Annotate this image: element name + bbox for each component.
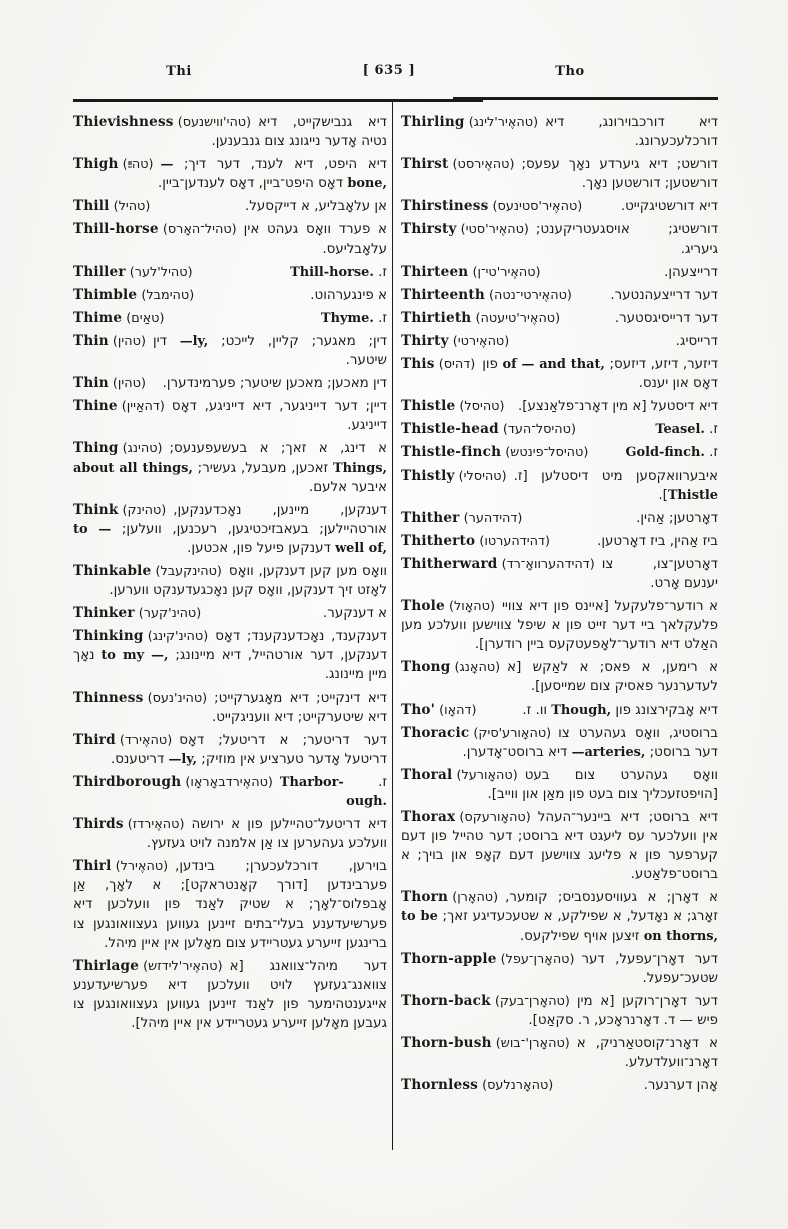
dictionary-entry [401,555,718,593]
entry-pronunciation: (טהיסל) [455,399,505,415]
dictionary-entry [401,467,718,505]
entry-headword: Thorn-back [401,992,491,1009]
entry-definition: ז. Thyme. [321,310,387,326]
embedded-english-lemma: Tharbor-ough. [279,774,387,809]
entry-pronunciation: (דהידהערטו) [475,533,550,549]
entry-pronunciation: (טהאָרנלעס) [478,1078,554,1094]
entry-definition: דער דרייצעהנטער. [610,287,718,303]
entry-headword: Thong [401,659,451,676]
embedded-english-lemma: Things, [333,460,387,476]
dictionary-entry [73,113,387,151]
entry-headword: Thirstiness [401,198,489,215]
entry-headword: Thin [73,375,109,392]
entry-headword-block [73,957,230,976]
entry-headword: Thirteen [401,263,469,280]
dictionary-entry [401,286,718,305]
dictionary-entry [401,808,718,884]
entry-headword: Thirsty [401,221,457,238]
dictionary-entry [73,731,387,769]
dictionary-entry [73,220,387,258]
embedded-english-lemma: —arteries, [571,744,646,760]
dictionary-entry [73,627,387,684]
entry-definition: וואָס מען קען דענקען, וואָס לאָזט זיך דענקען, וואָס קען נאָכגעדענקט ווערען. [109,563,387,599]
dictionary-entry [401,220,718,258]
entry-headword: Thirty [401,332,449,349]
entry-headword-block [73,263,200,282]
entry-headword: Thirtieth [401,309,472,326]
entry-headword-block [401,286,579,305]
entry-definition: ז. Teasel. [655,422,718,438]
entry-pronunciation: (טהאָרן־עפל) [496,951,575,967]
entry-pronunciation: (טהאֶירד) [115,732,173,748]
entry-pronunciation: (טהאֶיר'טי־ן) [468,264,541,280]
entry-definition: א פינגערהוט. [310,287,387,303]
entry-definition: דער מיהל־צוואנג [א צוואנג־געזעץ לויט וועלכען דיא פערשיעדענע אייגענטהימער פון לאַנד זיינען געווען געצוואונגען צו געבען מאָלען זייערע געטריידע אין איין מיהל]. [73,958,387,1032]
embedded-english-lemma: to be on thorns, [401,909,718,944]
entry-headword-block [401,1076,560,1095]
embedded-english-lemma: Thistle [667,487,718,503]
entry-pronunciation: (טהינקעבל) [151,563,222,579]
dictionary-entry [401,420,718,439]
entry-definition: דער דאָרן־עפעל, דער שטעכ־עפעל. [581,951,718,986]
entry-headword-block [73,113,258,132]
entry-headword-block [401,1034,577,1053]
entry-headword: Thine [73,398,118,415]
dictionary-entry [401,597,718,654]
entry-headword: Third [73,731,116,748]
entry-pronunciation: (טהיסלי) [454,468,507,484]
entry-definition: דיא היפט, דיא לענד, דער דיך; —bone, דאָס היפט־ביין, דאָס לענדען־ביין. [157,157,387,192]
entry-headword-block [73,197,157,216]
entry-definition: א רימען, א פאס; א לאַקש [א לעדערנער פאסיק צום שמייסען]. [507,660,718,695]
entry-pronunciation: (טהימבל) [137,287,195,303]
entry-headword-block [401,197,589,216]
dictionary-entry [73,332,387,370]
entry-headword-block [401,724,558,743]
dictionary-entry [73,773,387,811]
dictionary-entry [401,309,718,328]
entry-definition: דורשט; דיא גיערדע נאָך עפעס; דורשטען; דורשטען נאָך. [521,157,718,192]
entry-pronunciation: (טהינ'נעס) [143,690,208,706]
running-head-left: Thi [166,64,192,79]
entry-pronunciation: (דהאָו) [435,702,477,718]
entry-headword: Tho' [401,701,436,718]
entry-definition: ביז אַהין, ביז דאָרטען. [597,533,718,549]
embedded-english-lemma: Thill-horse. [290,264,374,280]
entry-headword-block [73,439,170,458]
entry-headword: Thin [73,332,109,349]
dictionary-entry [401,197,718,216]
entry-definition: דענקענד, נאָכדענקענד; דאָס דענקען, דער אורטהייל, דיא מיינונג; to my —, נאָך מיין מיינונג. [73,629,387,683]
entry-pronunciation: (טהינק) [118,502,167,518]
entry-pronunciation: (טהאָרן'־בוש) [491,1036,570,1052]
dictionary-entry [73,815,387,853]
entry-headword-block [401,701,483,720]
entry-pronunciation: (טהאֶירדז) [123,817,185,833]
entry-definition: ז. Thill-horse. [290,264,387,280]
embedded-english-lemma: about all things, [73,460,193,476]
dictionary-entry [401,701,718,720]
entry-pronunciation: (טהאֶירל) [111,859,169,875]
entry-pronunciation: (טהי'ווישנעס) [173,115,252,130]
entry-pronunciation: (טהאָורע'סיק) [469,725,552,741]
header-rule-left-segment [73,99,483,102]
entry-headword-block [401,532,557,551]
entry-definition: דיא דריטעל־טהיילען פון א ירושה וועלכע געהערען צו אַן אלמנה לויט געזעץ. [146,817,387,852]
dictionary-entry [73,439,387,496]
dictionary-entry [73,286,387,305]
entry-definition: א דינג, א זאך; א בעשעפענעס; Things, זאכען, מעבעל, געשיר; about all things, איבער אלעם. [73,441,387,495]
embedded-english-lemma: Teasel. [655,422,705,438]
entry-headword-block [401,555,602,574]
entry-headword-block [401,309,567,328]
entry-headword: Thill-horse [73,221,159,238]
entry-headword-block [401,397,511,416]
entry-headword-block [401,509,529,528]
entry-headword-block [73,604,208,623]
entry-definition: דיא אָבקירצונג פון Though, וו. ז. [522,702,718,718]
entry-headword-block [73,220,244,239]
entry-headword-block [401,658,507,677]
dictionary-entry [73,501,387,558]
embedded-english-lemma: Gold-finch. [625,445,705,461]
entry-pronunciation: (טהיסל־פינטש) [501,445,589,461]
entry-headword: Thirst [401,156,449,173]
entry-pronunciation: (טהאָורעל) [452,767,518,783]
dictionary-entry [73,957,387,1033]
entry-definition: דיא דורשטיגקייט. [620,199,718,215]
left-column [73,113,387,1037]
entry-headword: This [401,356,435,373]
page-number: [ 635 ] [362,63,416,78]
entry-definition: ז. Gold-finch. [625,445,718,461]
entry-pronunciation: (טהיסל־העד) [498,422,576,438]
entry-headword-block [73,309,171,328]
entry-headword-block [73,627,215,646]
right-column [401,113,718,1099]
entry-headword: Thill [73,198,110,215]
entry-definition: דין מאכען; מאכען שיטער; פערמינדערן. [162,376,387,392]
entry-headword-block [401,766,525,785]
entry-definition: א רודער־פלעקעל [איינס פון דיא צוויי פלעקלאך ביי דער זייט פון א שיפל צווישען וועלכע מען האַלט דיא רודער־לאָפעטקעס ביין רודערן]. [401,599,718,653]
entry-headword: Thinkable [73,562,152,579]
dictionary-entry [73,155,387,193]
entry-pronunciation: (טהאֶירדבאָראָו) [181,774,273,790]
entry-definition: א דענקער. [323,606,387,622]
entry-pronunciation: (טהינ'קער) [134,606,202,622]
dictionary-entry [401,397,718,416]
dictionary-entry [401,263,718,282]
entry-definition: דאָרטען; אַהין. [636,510,718,526]
entry-definition: דער דאָרן־רוקען [א מין פיש — ד. דאָרנראָכע, ר. סקאַט]. [528,993,718,1028]
entry-headword: Thinking [73,628,144,645]
entry-definition: דאָרטען־צו, צו יענעם אָרט. [601,556,718,591]
entry-definition: דיא דיסטעל [א מין דאָרנ־פלאַנצע]. [518,399,718,415]
entry-headword: Thirling [401,114,465,130]
entry-pronunciation: (טהאֶיר'לינג) [464,115,539,130]
entry-headword: Thiller [73,263,126,280]
dictionary-entry [401,355,718,393]
entry-definition: דיזער, דיזע, דיזעס; of — and that, פון דאָס און יענס. [482,357,719,392]
dictionary-entry [73,197,387,216]
dictionary-entry [401,113,718,151]
entry-headword: Thoral [401,766,453,783]
entry-headword-block [401,597,502,616]
column-divider-rule [392,100,393,1150]
entry-pronunciation: (דהידהער) [459,510,523,526]
entry-pronunciation: (דהידהערוואָ־רד) [497,556,595,572]
embedded-english-lemma: Thyme. [321,310,374,326]
entry-pronunciation: (טהאָרן) [448,890,499,906]
entry-headword: Thorn-apple [401,950,497,967]
entry-pronunciation: (טהאֶיר'סטינעס) [488,199,583,215]
entry-definition: וואָס געהערט צום בעט [הויפטזעכליך צום בעט פון מאַן און ווייב]. [487,767,718,802]
entry-definition: בוירען, דורכלעכערן; בינדען, פערבינדען [דורך קאָנטראקט]; א לאָך, אַן אָבפלוס־לאָך; א שטיק לאַנד פון וועלכען דיא פערשיעדענע בעלי־בתים זיינען געווען געצוואונגען צו ברינגען זייערע געטריידע צום מאָלען אין איין מיהל. [73,859,387,951]
running-head-right: Tho [555,64,585,79]
entry-headword: Thistle [401,398,456,415]
entry-pronunciation: (טהאֶיר'לידזש) [139,958,223,974]
entry-headword: Think [73,501,119,518]
entry-headword-block [73,562,229,581]
dictionary-entry [401,532,718,551]
entry-definition: א דאָרנ־קוסטאַרניק, א דאָרנ־וועלדעלע. [576,1036,718,1071]
entry-definition: איבערוואקסען מיט דיסטלען [ז. Thistle]. [513,468,718,503]
entry-headword: Thigh [73,156,119,173]
entry-headword-block [401,950,581,969]
entry-headword-block [401,888,505,907]
entry-pronunciation: (טהאָרן־בעק) [490,993,570,1009]
entry-headword-block [73,731,179,750]
entry-definition: דיא דינקייט; דיא מאָגערקייט; דיא שיטערקייט; דיא וועניגקייט. [211,690,387,725]
entry-headword-block [73,501,173,520]
entry-headword: Thole [401,598,445,615]
entry-definition: אן עלאָבליע, א דייקסעל. [245,199,387,215]
entry-headword: Thorax [401,809,456,825]
dictionary-entry [401,888,718,945]
entry-headword-block [73,155,161,174]
dictionary-entry [401,332,718,351]
embedded-english-lemma: —ly, [168,751,198,767]
dictionary-entry [73,374,387,393]
entry-headword: Thistly [401,467,455,484]
embedded-english-lemma: to my —, [101,648,169,664]
entry-headword-block [73,286,201,305]
entry-definition: דין; מאגער; קליין, לייכט; —ly, דין שיטער. [152,333,387,369]
entry-definition: א פערד וואָס געהט אין עלאָבליעס. [243,222,387,257]
entry-pronunciation: (טהאָול) [444,599,495,615]
dictionary-entry [401,766,718,804]
entry-definition: דיין; דער דייניגער, דיא דייניגע, דאָס דייניגע. [171,399,387,434]
entry-pronunciation: (טהין) [108,333,146,349]
entry-headword-block [401,808,538,827]
entry-headword-block [401,355,482,374]
entry-definition: ברוסטיג, וואָס געהערט צו דער ברוסט; —arteries, דיא ברוסט־אָדערן. [462,725,718,760]
entry-pronunciation: (טהאָורעקס) [455,810,531,825]
entry-headword-block [401,263,548,282]
dictionary-entry [401,1076,718,1095]
entry-pronunciation: (טאַים) [122,310,165,326]
entry-headword-block [401,992,577,1011]
dictionary-entry [73,562,387,600]
entry-headword: Thirl [73,858,112,875]
entry-headword: Thing [73,440,119,457]
entry-headword-block [73,397,172,416]
dictionary-entry [401,509,718,528]
entry-headword: Thistle-finch [401,444,502,461]
entry-pronunciation: (דהאַיין) [117,399,165,415]
embedded-english-lemma: —bone, [160,157,387,192]
entry-pronunciation: (טהין) [108,376,146,392]
entry-definition: דער דרייסיגסטער. [614,310,718,326]
entry-definition: דרייצעהן. [664,264,718,280]
entry-definition: דיא גנבישקייט, דיא נטיה אָדער נייגונג צום גנבענען. [211,115,387,150]
entry-headword-block [73,689,214,708]
entry-headword-block [401,332,516,351]
embedded-english-lemma: to — well of, [73,521,387,556]
entry-pronunciation: (טהײַ) [118,157,154,173]
entry-headword-block [401,113,545,132]
entry-pronunciation: (טהיל־האָרס) [158,222,237,238]
entry-pronunciation: (טהיל) [109,199,151,215]
entry-headword: Thirds [73,816,124,833]
entry-definition: א דאָרן; א געוויסענסביס; קומער, זאָרג; א נאָדעל, א שפילקע, א שטעכעדיגע זאך; to be on thorns, זיצען אויף שפילקעס. [401,890,718,944]
entry-headword-block [401,155,521,174]
entry-pronunciation: (טהיל'לער) [125,264,193,280]
entry-headword-block [73,815,191,834]
entry-headword: Thirteenth [401,286,485,303]
dictionary-entry [73,309,387,328]
entry-headword: Thievishness [73,114,174,130]
entry-definition: ז. Tharbor-ough. [279,774,387,809]
entry-headword: Thimble [73,286,138,303]
entry-pronunciation: (טהינ'קינג) [143,629,209,645]
dictionary-entry [401,992,718,1030]
dictionary-entry [401,658,718,696]
entry-headword-block [73,773,280,792]
entry-definition: אָהן דערנער. [643,1078,718,1094]
entry-headword-block [73,857,175,876]
entry-headword: Thirdborough [73,773,182,790]
entry-headword: Thoracic [401,724,470,741]
entry-headword-block [401,420,583,439]
entry-definition: דיא דורכבוירונג, דיא דורכלעכערונג. [545,115,718,150]
dictionary-entry [401,724,718,762]
entry-headword: Thitherward [401,555,498,572]
entry-pronunciation: (טהינג) [118,441,163,457]
entry-headword-block [401,220,536,239]
entry-headword: Thinker [73,605,135,622]
entry-headword: Thime [73,309,123,326]
entry-pronunciation: (טהאֶירטי) [448,333,510,349]
dictionary-entry [401,950,718,988]
dictionary-entry [401,155,718,193]
dictionary-entry [73,397,387,435]
entry-headword: Thorn-bush [401,1035,492,1052]
entry-headword-block [73,374,153,393]
entry-definition: דענקען, מיינען, נאָכדענקען, אורטהיילען; בעאבזיכטיגען, רעכנען, וועלען; to — well of, דענקען פיעל פון, אכטען. [73,502,387,556]
entry-definition: דורשטיג; אויסגעטריקענט; גיעריג. [535,222,718,257]
entry-pronunciation: (טהאֶירטי־נטה) [484,287,572,303]
embedded-english-lemma: —ly, [179,333,209,349]
entry-headword: Thorn [401,889,449,906]
entry-definition: דרייסיג. [675,333,718,349]
entry-headword: Thirlage [73,957,140,974]
dictionary-entry [401,443,718,462]
entry-definition: דיא ברוסט; דיא ביינער־העהל אין וועלכער עס ליעגט דיא ברוסט; דער טהייל פון דעם קערפער פון א פליעג צווישען דעם קאָפ און בויך; א ברוסט־פלאַטע. [401,810,718,883]
header-rule-right-segment [453,97,718,100]
dictionary-entry [73,857,387,952]
entry-pronunciation: (טהאֶירסט) [448,157,515,173]
dictionary-entry [73,263,387,282]
dictionary-entry [73,689,387,727]
entry-headword-block [73,332,153,351]
embedded-english-lemma: Though, [551,702,612,718]
entry-headword: Thinness [73,689,144,706]
entry-headword: Thornless [401,1077,479,1094]
entry-definition: דער דריטער; א דריטעל; דאָס דריטעל אָדער טערציע אין מוזיק; —ly, דריטענס. [111,732,387,767]
entry-headword: Thither [401,509,460,526]
entry-pronunciation: (טהאֶיר'סטי) [456,222,529,238]
entry-pronunciation: (טהאֶיר'טיעטה) [471,310,561,326]
entry-headword-block [401,467,514,486]
entry-pronunciation: (דהיס) [434,357,476,373]
entry-headword: Thitherto [401,532,476,549]
dictionary-entry [401,1034,718,1072]
dictionary-entry [73,604,387,623]
entry-pronunciation: (טהאָנג) [450,660,501,676]
entry-headword: Thistle-head [401,421,499,438]
embedded-english-lemma: of — and that, [502,357,605,373]
entry-headword-block [401,443,595,462]
